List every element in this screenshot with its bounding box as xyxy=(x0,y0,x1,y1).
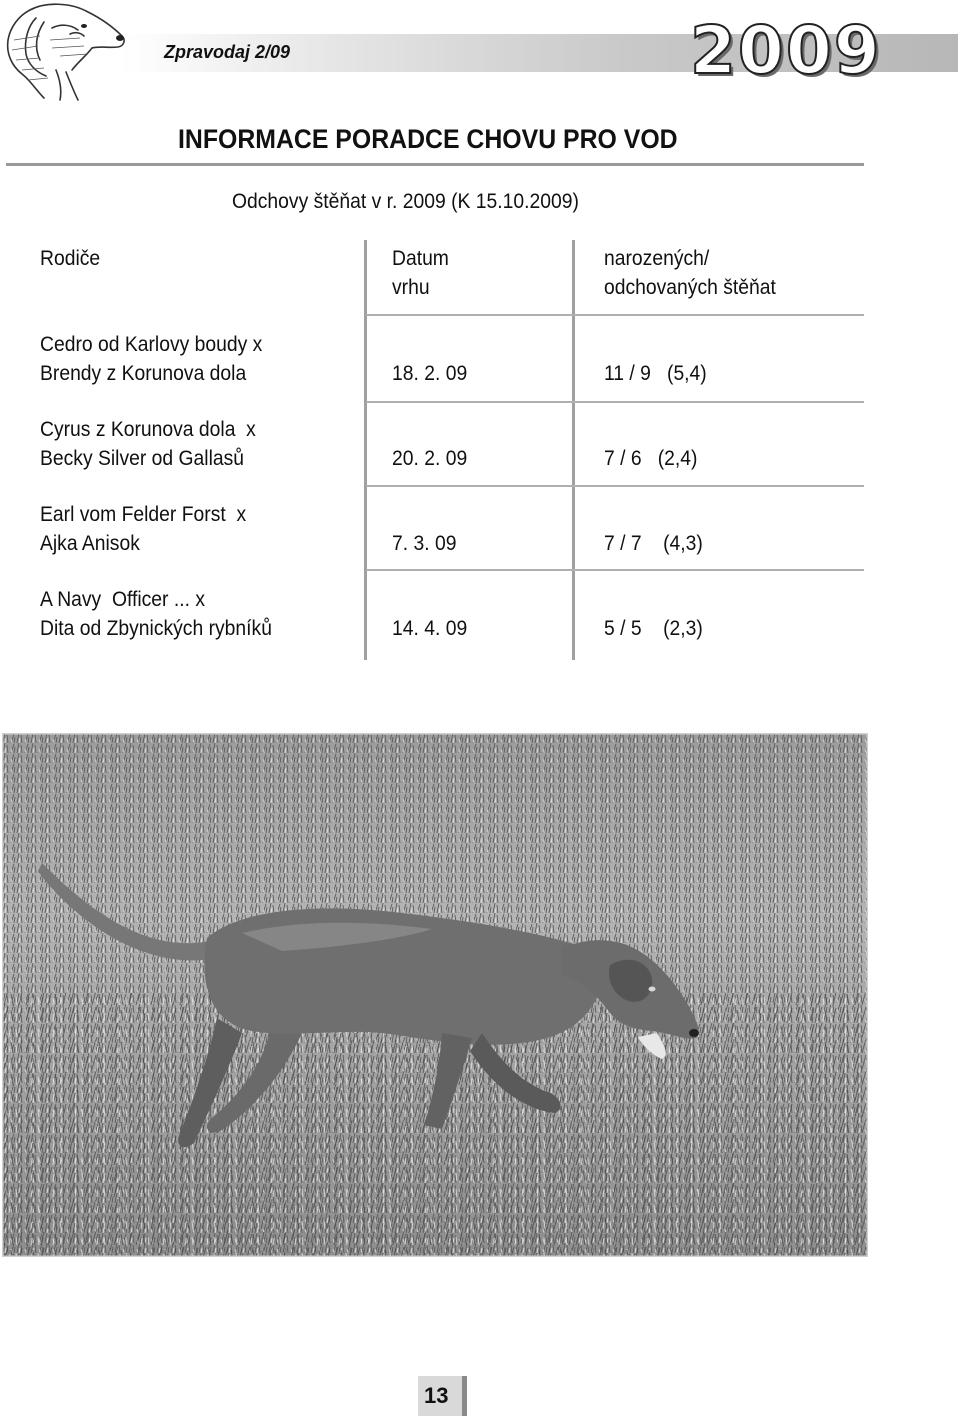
row-date: 20. 2. 09 xyxy=(392,447,468,470)
header-date-sub: vrhu xyxy=(392,276,430,299)
header-count: narozených/ xyxy=(604,247,710,270)
header-count-sub: odchovaných štěňat xyxy=(604,276,776,299)
row-dam: Ajka Anisok xyxy=(40,532,140,555)
row-sire: Cedro od Karlovy boudy x xyxy=(40,333,263,356)
issue-label: Zpravodaj 2/09 xyxy=(164,42,291,62)
row-dam: Brendy z Korunova dola xyxy=(40,362,247,385)
row-dam: Becky Silver od Gallasů xyxy=(40,447,245,470)
row-dam: Dita od Zbynických rybníků xyxy=(40,617,272,640)
row-sire: Cyrus z Korunova dola x xyxy=(40,418,256,441)
page-title: INFORMACE PORADCE CHOVU PRO VOD xyxy=(178,124,678,154)
row-divider xyxy=(366,401,864,403)
row-date: 18. 2. 09 xyxy=(392,362,468,385)
row-sire: Earl vom Felder Forst x xyxy=(40,503,247,526)
row-date: 14. 4. 09 xyxy=(392,617,468,640)
title-divider xyxy=(6,163,864,166)
page-number: 13 xyxy=(424,1383,449,1408)
column-divider xyxy=(572,240,575,660)
subtitle: Odchovy štěňat v r. 2009 (K 15.10.2009) xyxy=(232,190,579,213)
row-count: 7 / 6 (2,4) xyxy=(604,447,698,470)
row-count: 11 / 9 (5,4) xyxy=(604,362,707,385)
header-parents: Rodiče xyxy=(40,247,101,270)
row-sire: A Navy Officer ... x xyxy=(40,588,205,611)
year-mark: 2009 xyxy=(690,12,882,89)
row-divider xyxy=(366,569,864,571)
dog-head-logo-icon xyxy=(0,0,128,104)
row-divider xyxy=(366,314,864,316)
row-count: 7 / 7 (4,3) xyxy=(604,532,703,555)
row-count: 5 / 5 (2,3) xyxy=(604,617,703,640)
row-divider xyxy=(366,485,864,487)
column-divider xyxy=(364,240,367,660)
header-date: Datum xyxy=(392,247,449,270)
row-date: 7. 3. 09 xyxy=(392,532,457,555)
dog-in-field-photo xyxy=(2,733,868,1257)
